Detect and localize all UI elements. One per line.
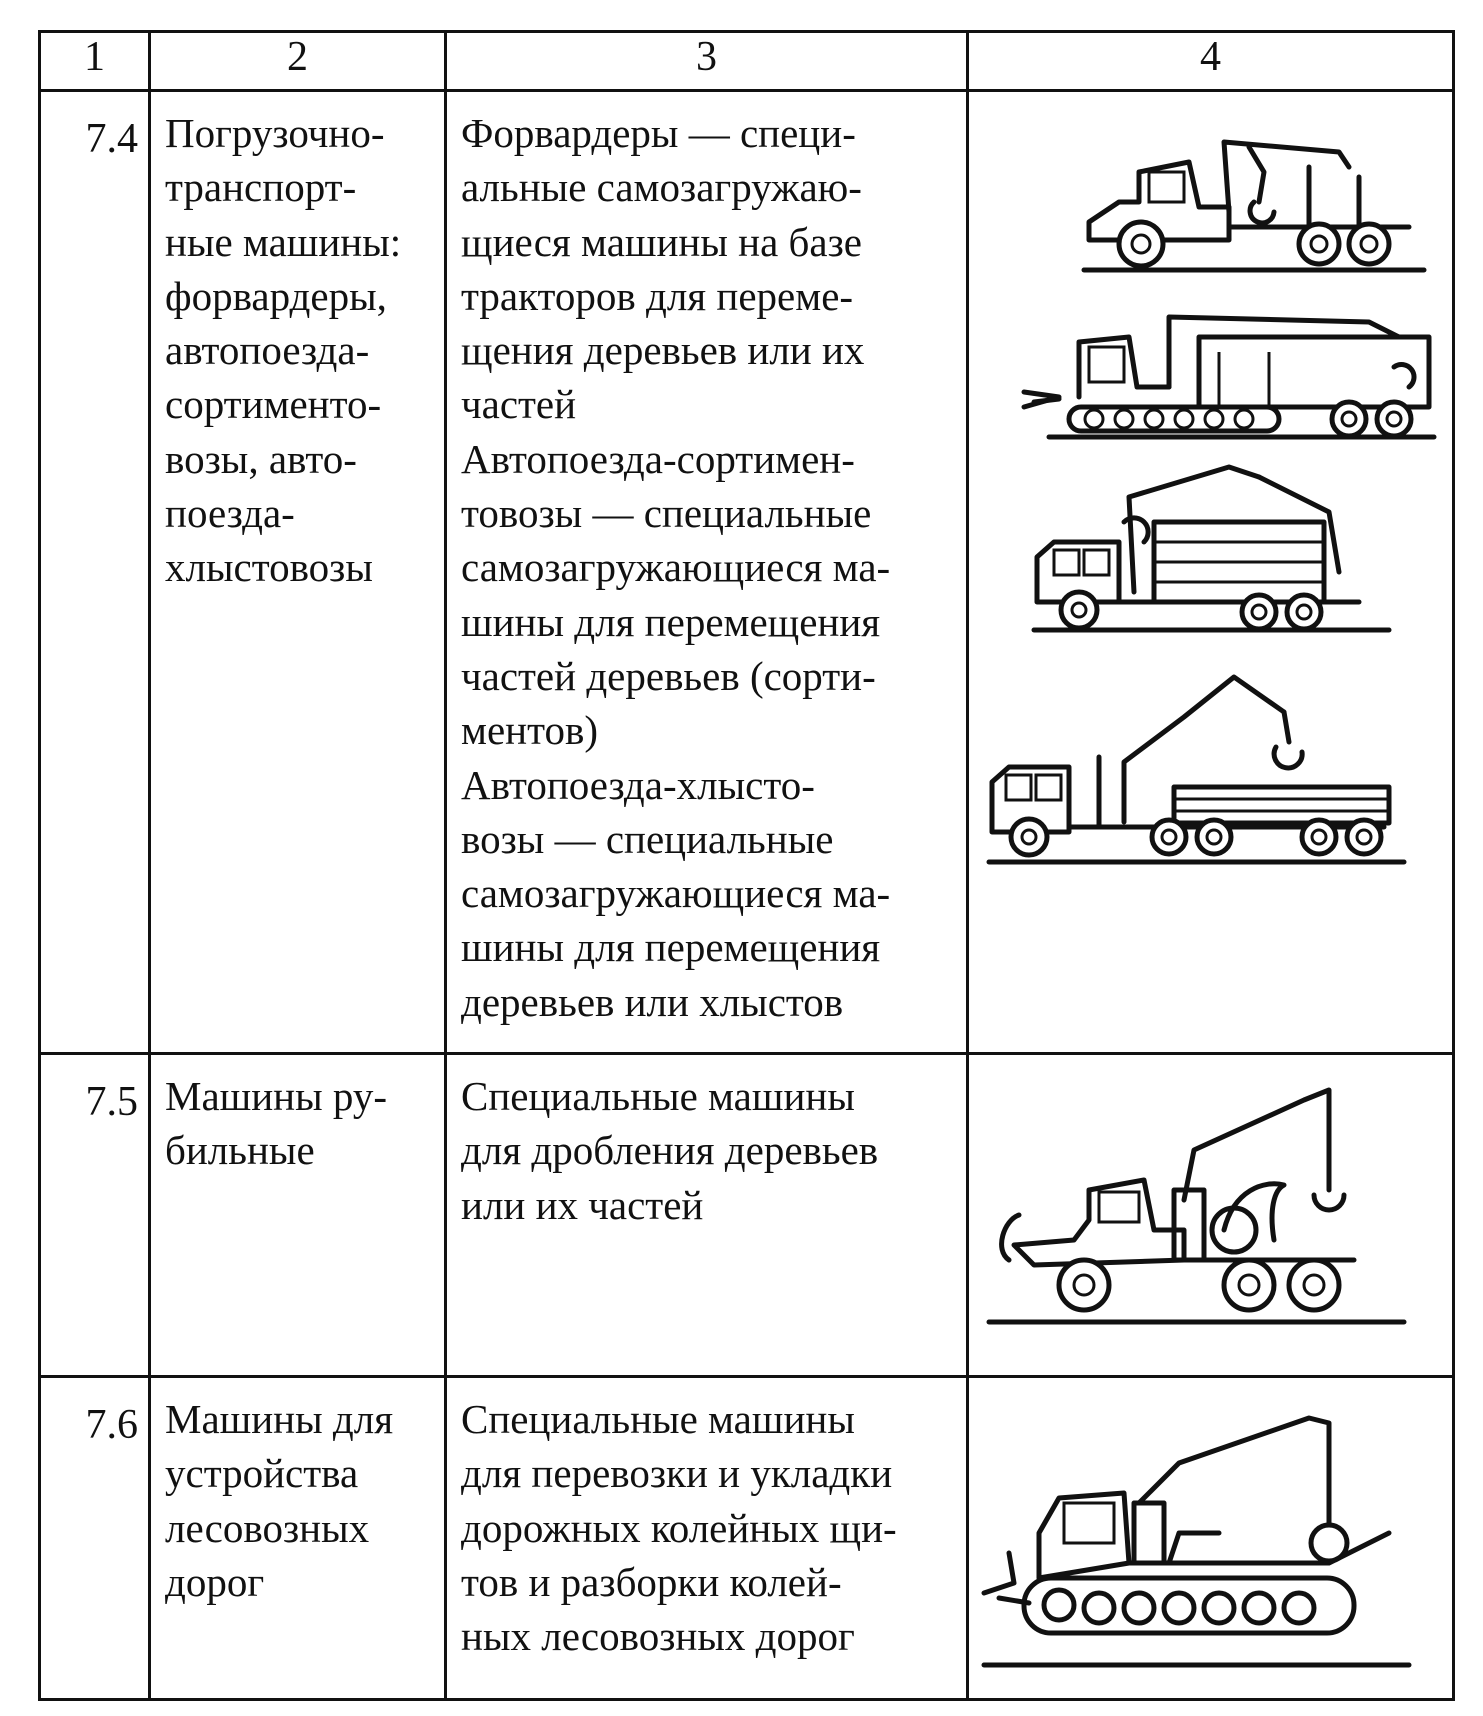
header-col-3: 3 — [446, 32, 968, 91]
row-number: 7.4 — [85, 116, 138, 162]
chipper-machine-illustration — [984, 1080, 1424, 1330]
illustration-cell — [968, 91, 1454, 1054]
forwarder-wheeled-illustration — [1079, 132, 1429, 277]
machine-name: Погрузочно- транспорт- ные машины: форвардеры, автопоезда- сортименто- возы, авто- поезда- хлыстовозы — [165, 110, 402, 591]
machine-name: Машины ру- бильные — [165, 1073, 388, 1174]
row-number: 7.5 — [85, 1079, 138, 1125]
machine-description: Форвардеры — специ- альные самозагружаю- щиеся машины на базе тракторов для переме- щения деревьев или их частей Автопоезда-сортимен- товозы — специальные самозагружающиеся ма- шины для перемещения частей деревьев (сорти- ментов) Автопоезда-хлысто- возы — специальные самозагружающиеся ма- шины для перемещения деревьев или хлыстов — [461, 110, 891, 1025]
road-building-machine-illustration — [979, 1403, 1429, 1673]
illustration-cell — [968, 1377, 1454, 1700]
machine-name-cell — [150, 1377, 446, 1700]
illustration-cell — [968, 1054, 1454, 1377]
machine-description: Специальные машины для дробления деревьев или их частей — [461, 1073, 879, 1228]
table-row — [40, 1377, 1454, 1700]
table-row — [40, 1054, 1454, 1377]
header-col-4: 4 — [968, 32, 1454, 91]
machine-name-cell — [150, 91, 446, 1054]
table-header-row — [40, 32, 1454, 91]
row-number: 7.6 — [85, 1402, 138, 1448]
description-cell — [446, 1054, 968, 1377]
header-col-2: 2 — [150, 32, 446, 91]
longwood-truck-illustration — [984, 667, 1414, 867]
forwarder-tracked-illustration — [1019, 307, 1439, 442]
table-row — [40, 91, 1454, 1054]
row-number-cell — [40, 1054, 150, 1377]
machine-description: Специальные машины для перевозки и укладки дорожных колейных щи- тов и разборки колей- ных лесовозных дорог — [461, 1396, 897, 1660]
machine-name-cell — [150, 1054, 446, 1377]
description-cell — [446, 1377, 968, 1700]
machines-table — [38, 30, 1455, 1701]
shortwood-truck-illustration — [1029, 452, 1409, 637]
header-col-1: 1 — [40, 32, 150, 91]
description-cell — [446, 91, 968, 1054]
row-number-cell — [40, 91, 150, 1054]
row-number-cell — [40, 1377, 150, 1700]
machine-name: Машины для устройства лесовозных дорог — [165, 1396, 394, 1605]
